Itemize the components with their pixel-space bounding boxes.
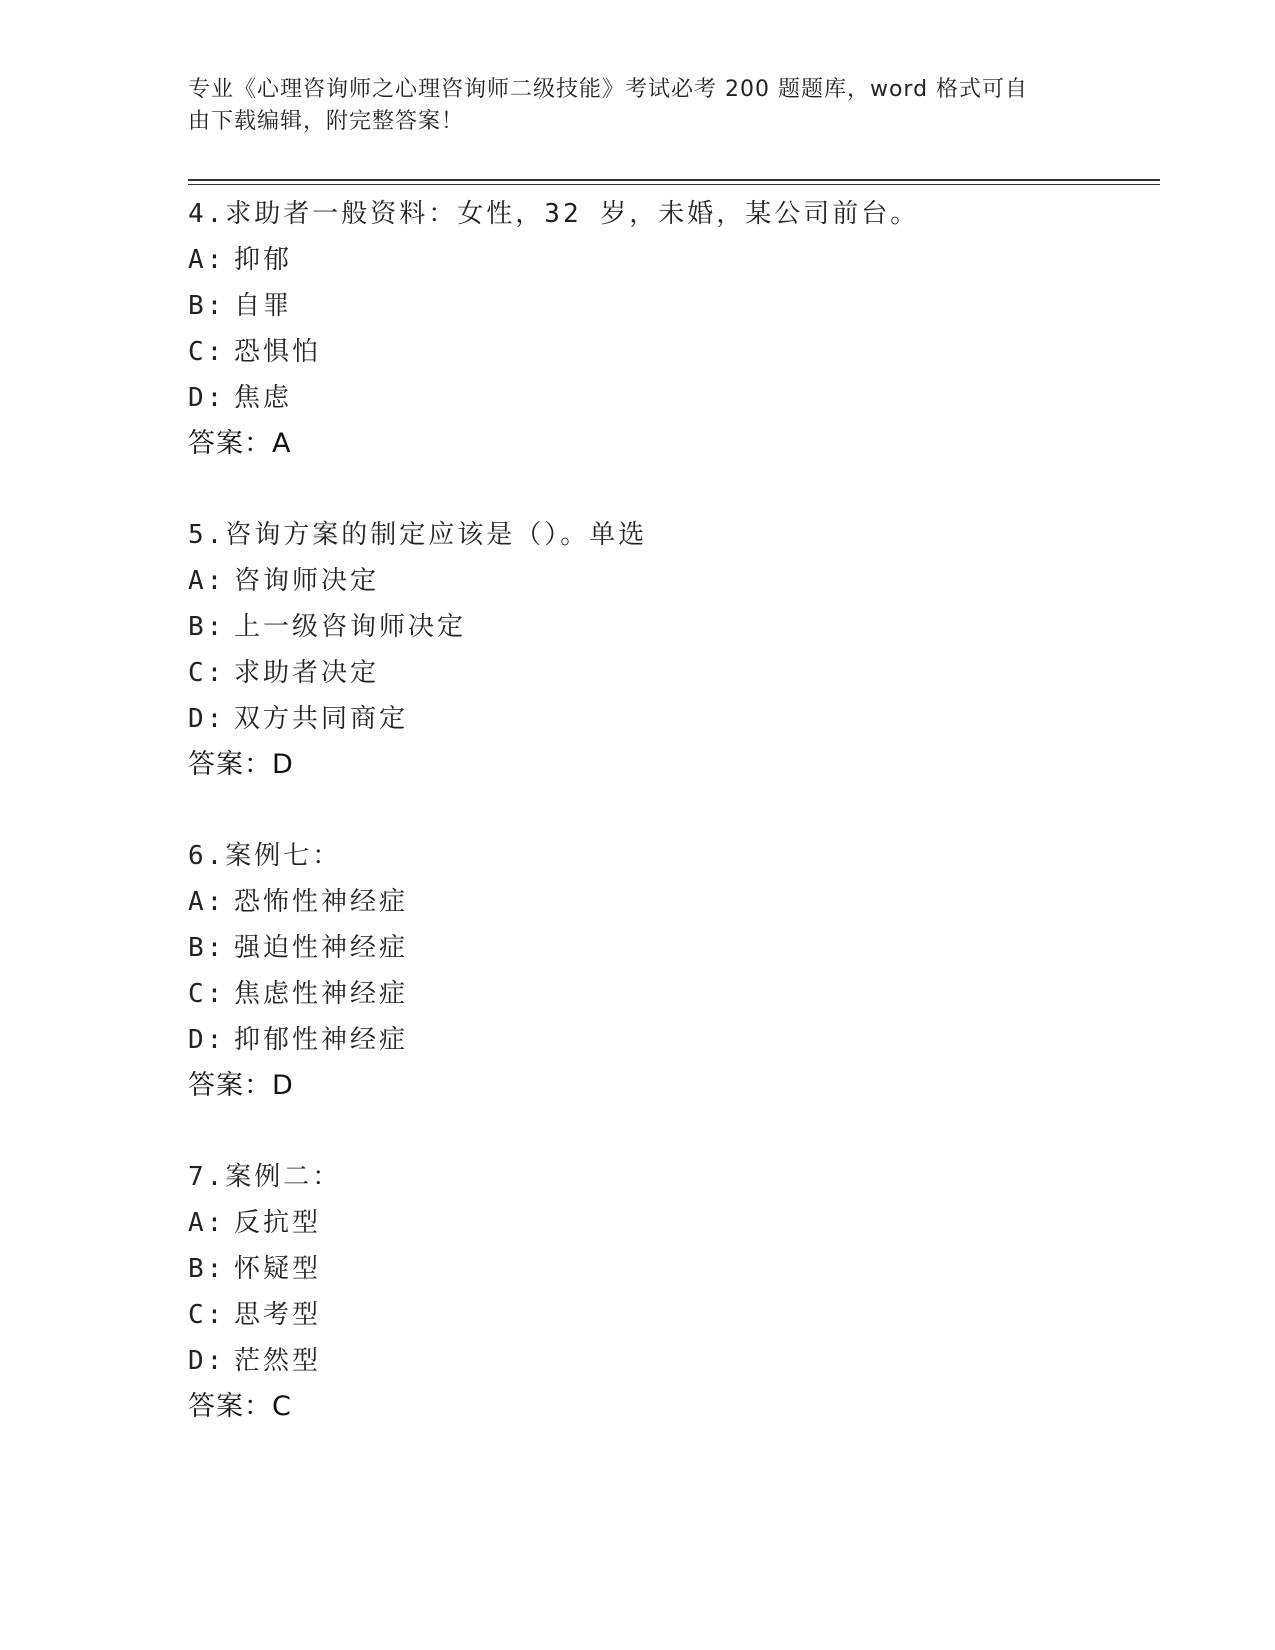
option-text: 茫然型 [234,1346,322,1376]
option-key: B: [188,291,226,321]
question-stem: 5.咨询方案的制定应该是（）。单选 [188,520,648,550]
option-text: 焦虑性神经症 [234,979,409,1009]
answer-line: 答案：A [188,428,292,459]
option-b [188,925,1148,971]
question-list [188,191,1148,1475]
question-stem: 4.求助者一般资料：女性，32 岁，未婚，某公司前台。 [188,199,920,229]
option-a [188,558,1148,604]
option-key: D: [188,704,226,734]
option-key: C: [188,979,226,1009]
header-rule-thick [188,179,1160,181]
question-stem: 7.案例二： [188,1162,342,1192]
question-item [188,1154,1148,1430]
header-line-2: 由下载编辑，附完整答案！ [188,109,465,134]
option-d [188,1017,1148,1063]
header-rule-thin [188,184,1160,185]
option-a [188,237,1148,283]
question-item [188,191,1148,467]
document-header [188,74,1088,138]
option-text: 双方共同商定 [234,704,409,734]
option-c [188,971,1148,1017]
option-key: C: [188,337,226,367]
option-text: 强迫性神经症 [234,933,409,963]
option-text: 焦虑 [234,383,293,413]
option-text: 怀疑型 [234,1254,322,1284]
option-d [188,375,1148,421]
option-key: B: [188,933,226,963]
option-text: 抑郁性神经症 [234,1025,409,1055]
option-key: D: [188,1346,226,1376]
option-key: A: [188,887,226,917]
option-b [188,1246,1148,1292]
question-item [188,833,1148,1109]
option-key: A: [188,245,226,275]
option-text: 思考型 [234,1300,322,1330]
option-key: B: [188,612,226,642]
option-c [188,650,1148,696]
option-text: 自罪 [234,291,293,321]
option-text: 恐惧怕 [234,337,322,367]
answer-line: 答案：C [188,1391,292,1422]
option-key: A: [188,566,226,596]
option-text: 抑郁 [234,245,293,275]
option-c [188,329,1148,375]
option-text: 咨询师决定 [234,566,380,596]
option-key: B: [188,1254,226,1284]
option-text: 恐怖性神经症 [234,887,409,917]
answer-line: 答案：D [188,1070,294,1101]
option-key: A: [188,1208,226,1238]
option-key: D: [188,1025,226,1055]
option-text: 上一级咨询师决定 [234,612,467,642]
header-line-1: 专业《心理咨询师之心理咨询师二级技能》考试必考 200 题题库，word 格式可自 [188,77,1029,102]
option-text: 求助者决定 [234,658,380,688]
option-a [188,1200,1148,1246]
answer-line: 答案：D [188,749,294,780]
option-b [188,604,1148,650]
option-c [188,1292,1148,1338]
option-text: 反抗型 [234,1208,322,1238]
option-d [188,696,1148,742]
option-key: C: [188,658,226,688]
option-a [188,879,1148,925]
question-item [188,512,1148,788]
option-b [188,283,1148,329]
option-key: C: [188,1300,226,1330]
question-stem: 6.案例七： [188,841,342,871]
option-key: D: [188,383,226,413]
option-d [188,1338,1148,1384]
